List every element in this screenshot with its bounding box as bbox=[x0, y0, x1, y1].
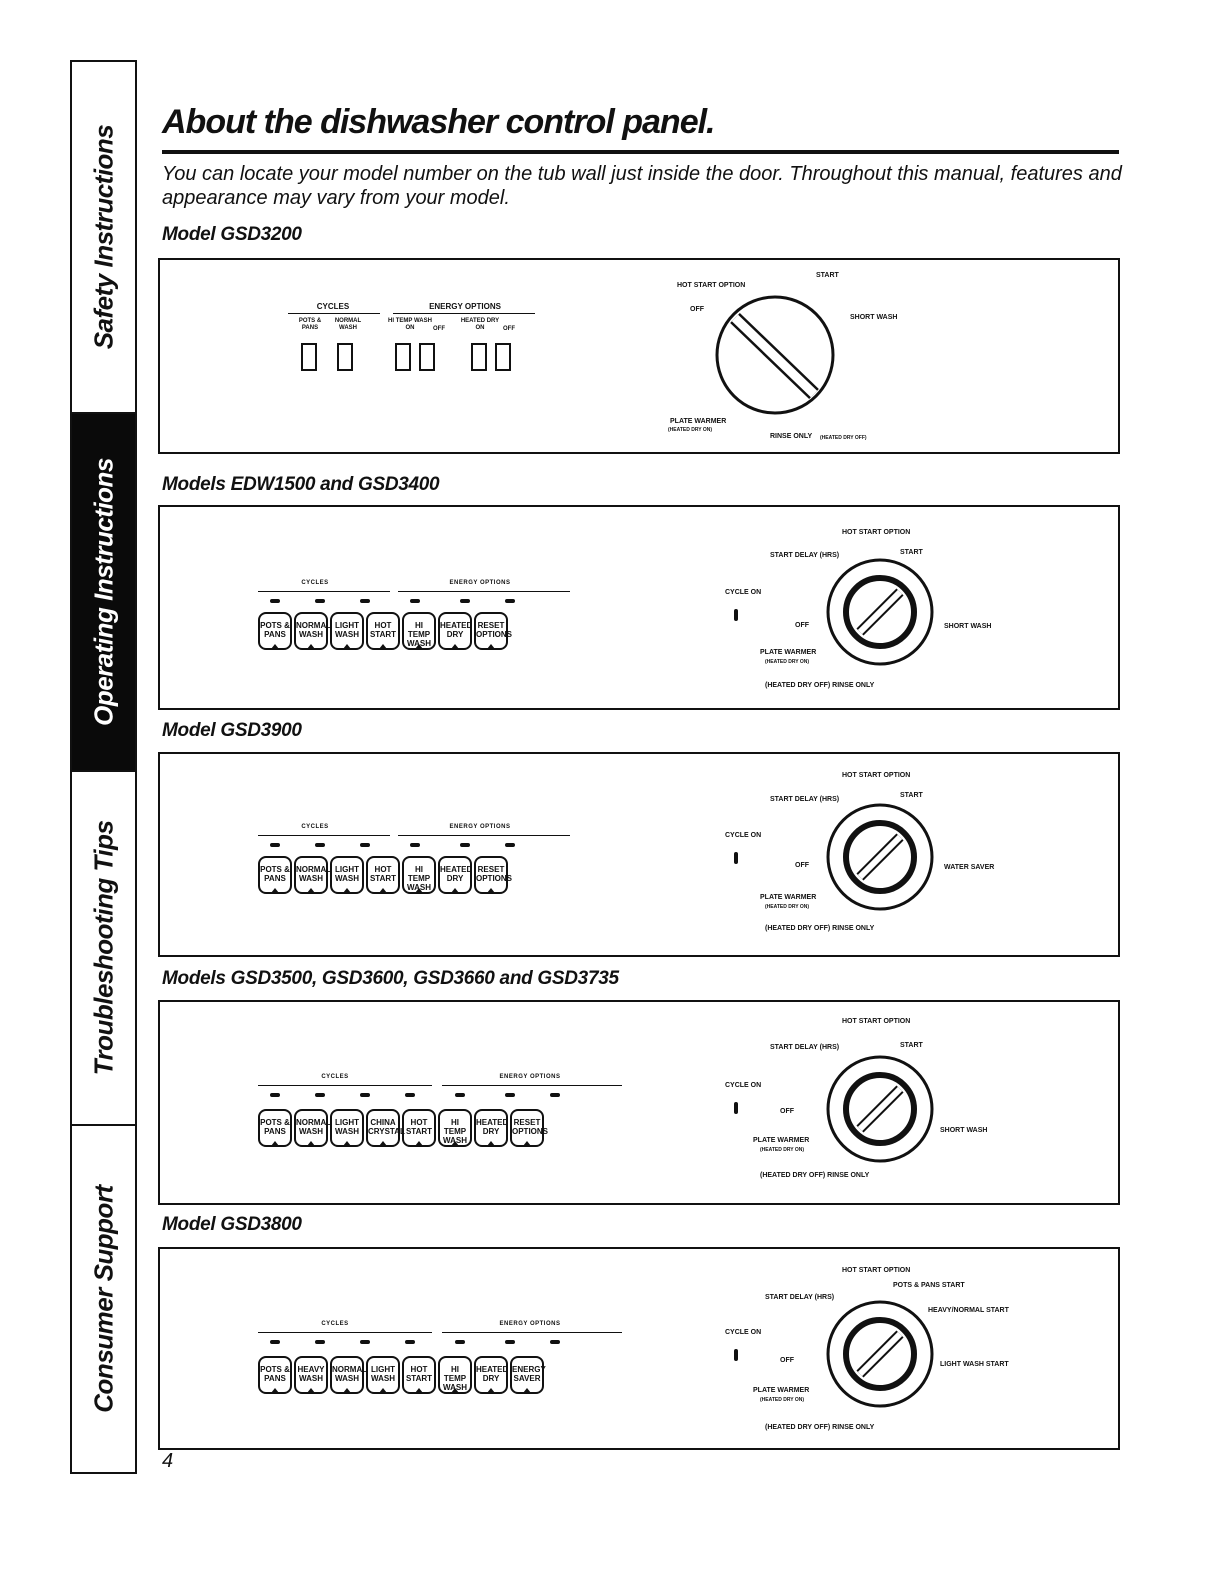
dial-sublabel: (HEATED DRY ON) bbox=[668, 427, 713, 433]
energy-options-header: ENERGY OPTIONS bbox=[429, 302, 501, 311]
button-reset-options[interactable]: RESET OPTIONS bbox=[510, 1109, 544, 1147]
dial-label-hot-start: HOT START OPTION bbox=[842, 1018, 911, 1025]
button-row bbox=[258, 612, 513, 650]
cycles-header: CYCLES bbox=[301, 824, 329, 830]
dial-label-water-saver: WATER SAVER bbox=[944, 864, 995, 871]
cycle-on-indicator bbox=[734, 609, 738, 621]
button-hi-temp-wash[interactable]: HI TEMP WASH bbox=[402, 612, 436, 650]
dial-label-short-wash: SHORT WASH bbox=[944, 623, 992, 630]
led-indicator bbox=[315, 843, 325, 847]
cycle-dial-icon[interactable] bbox=[820, 552, 940, 672]
dial-label-short-wash: SHORT WASH bbox=[850, 314, 898, 321]
dial-sublabel: (HEATED DRY ON) bbox=[760, 1147, 805, 1153]
button-normal-wash[interactable]: NORMAL WASH bbox=[294, 612, 328, 650]
led-indicator bbox=[410, 599, 420, 603]
dial-label-hot-start: HOT START OPTION bbox=[842, 772, 911, 779]
button-light-wash[interactable]: LIGHT WASH bbox=[330, 1109, 364, 1147]
control-panel-gsd3500-series bbox=[158, 1000, 1120, 1205]
button-hi-temp-wash[interactable]: HI TEMP WASH bbox=[438, 1356, 472, 1394]
model-label: Model GSD3200 bbox=[162, 224, 302, 245]
cycles-header: CYCLES bbox=[321, 1321, 349, 1327]
led-indicator bbox=[505, 1340, 515, 1344]
energy-options-header: ENERGY OPTIONS bbox=[499, 1321, 561, 1327]
cycles-header: CYCLES bbox=[316, 302, 350, 311]
dial-label-plate-warmer: PLATE WARMER bbox=[753, 1387, 810, 1394]
tab-label: Troubleshooting Tips bbox=[88, 820, 118, 1076]
dial-label-rinse-only: (HEATED DRY OFF) RINSE ONLY bbox=[765, 682, 875, 689]
section-sidebar bbox=[70, 60, 137, 1474]
model-label: Models GSD3500, GSD3600, GSD3660 and GSD3735 bbox=[162, 968, 619, 989]
model-label: Model GSD3800 bbox=[162, 1214, 302, 1235]
led-indicator bbox=[360, 1340, 370, 1344]
tab-troubleshooting-tips[interactable] bbox=[72, 772, 135, 1126]
dial-label-plate-warmer: PLATE WARMER bbox=[760, 649, 817, 656]
dial-label-cycle-on: CYCLE ON bbox=[725, 832, 762, 839]
cycle-dial-icon[interactable] bbox=[710, 290, 840, 420]
label-hi-temp-on: HI TEMP WASH ON bbox=[388, 318, 432, 331]
led-indicator bbox=[405, 1340, 415, 1344]
cycle-on-indicator bbox=[734, 852, 738, 864]
dial-label-short-wash: SHORT WASH bbox=[940, 1127, 988, 1134]
dial-label-start-delay: START DELAY (HRS) bbox=[765, 1294, 835, 1301]
dial-label-rinse-only: (HEATED DRY OFF) RINSE ONLY bbox=[765, 925, 875, 932]
dial-label-rinse-only: (HEATED DRY OFF) RINSE ONLY bbox=[760, 1172, 870, 1179]
label-normal-wash: NORMAL WASH bbox=[334, 318, 362, 331]
button-pots-pans[interactable]: POTS & PANS bbox=[258, 1109, 292, 1147]
cycle-dial-icon[interactable] bbox=[820, 1049, 940, 1169]
cycle-dial-icon[interactable] bbox=[820, 797, 940, 917]
cycle-button[interactable] bbox=[301, 343, 317, 371]
divider bbox=[442, 1085, 622, 1086]
dial-label-plate-warmer: PLATE WARMER bbox=[753, 1137, 810, 1144]
button-hot-start[interactable]: HOT START bbox=[366, 612, 400, 650]
control-panel-edw1500-gsd3400 bbox=[158, 505, 1120, 710]
led-indicator bbox=[270, 1340, 280, 1344]
divider bbox=[442, 1332, 622, 1333]
dial-label-start: START bbox=[900, 549, 923, 556]
led-indicator bbox=[505, 1093, 515, 1097]
control-panel-gsd3800 bbox=[158, 1247, 1120, 1450]
led-indicator bbox=[550, 1340, 560, 1344]
divider bbox=[258, 835, 390, 836]
dial-label-off: OFF bbox=[795, 862, 809, 869]
led-indicator bbox=[360, 599, 370, 603]
led-indicator bbox=[455, 1340, 465, 1344]
tab-consumer-support[interactable] bbox=[72, 1126, 135, 1472]
led-indicator bbox=[270, 843, 280, 847]
control-panel-gsd3900 bbox=[158, 752, 1120, 957]
dial-label-start: START bbox=[900, 792, 923, 799]
button-heated-dry[interactable]: HEATED DRY bbox=[474, 1109, 508, 1147]
led-indicator bbox=[315, 599, 325, 603]
button-china-crystal[interactable]: CHINA CRYSTAL bbox=[366, 1109, 400, 1147]
button-hi-temp-wash[interactable]: HI TEMP WASH bbox=[438, 1109, 472, 1147]
dial-sublabel: (HEATED DRY ON) bbox=[760, 1397, 805, 1403]
label-heated-dry-on: HEATED DRY ON bbox=[460, 318, 500, 331]
button-row bbox=[258, 856, 513, 894]
dial-label-off: OFF bbox=[690, 306, 704, 313]
button-reset-options[interactable]: RESET OPTIONS bbox=[474, 856, 508, 894]
button-pots-pans[interactable]: POTS & PANS bbox=[258, 612, 292, 650]
tab-label: Consumer Support bbox=[88, 1185, 118, 1413]
dial-label-rinse-only: (HEATED DRY OFF) RINSE ONLY bbox=[765, 1424, 875, 1431]
cycle-on-indicator bbox=[734, 1102, 738, 1114]
dial-label-start-delay: START DELAY (HRS) bbox=[770, 796, 840, 803]
led-indicator bbox=[505, 843, 515, 847]
divider bbox=[258, 1332, 432, 1333]
button-hot-start[interactable]: HOT START bbox=[402, 1356, 436, 1394]
option-button[interactable] bbox=[495, 343, 511, 371]
led-indicator bbox=[505, 599, 515, 603]
tab-label: Operating Instructions bbox=[88, 458, 118, 726]
dial-label-cycle-on: CYCLE ON bbox=[725, 1329, 762, 1336]
model-label: Model GSD3900 bbox=[162, 720, 302, 741]
led-indicator bbox=[315, 1093, 325, 1097]
intro-text: You can locate your model number on the tub wall just inside the door. Throughout this manual, features and appearance may vary from your model. bbox=[162, 163, 1122, 209]
divider bbox=[398, 591, 570, 592]
led-indicator bbox=[360, 843, 370, 847]
button-pots-pans[interactable]: POTS & PANS bbox=[258, 856, 292, 894]
led-indicator bbox=[550, 1093, 560, 1097]
button-energy-saver[interactable]: ENERGY SAVER bbox=[510, 1356, 544, 1394]
dial-label-heavy-normal-start: HEAVY/NORMAL START bbox=[928, 1307, 1009, 1314]
cycle-button[interactable] bbox=[337, 343, 353, 371]
button-row bbox=[258, 1356, 544, 1394]
label-off: OFF bbox=[503, 326, 515, 332]
button-heavy-wash[interactable]: HEAVY WASH bbox=[294, 1356, 328, 1394]
button-heated-dry[interactable]: HEATED DRY bbox=[438, 856, 472, 894]
option-button[interactable] bbox=[419, 343, 435, 371]
button-normal-wash[interactable]: NORMAL WASH bbox=[294, 1109, 328, 1147]
dial-label-hot-start: HOT START OPTION bbox=[842, 529, 911, 536]
cycles-header: CYCLES bbox=[321, 1074, 349, 1080]
label-pots-pans: POTS & PANS bbox=[298, 318, 322, 331]
led-indicator bbox=[460, 599, 470, 603]
page-title: About the dishwasher control panel. bbox=[162, 103, 715, 141]
dial-label-pots-pans-start: POTS & PANS START bbox=[893, 1282, 965, 1289]
energy-options-header: ENERGY OPTIONS bbox=[449, 580, 511, 586]
button-normal-wash[interactable]: NORMAL WASH bbox=[294, 856, 328, 894]
cycle-dial-icon[interactable] bbox=[820, 1294, 940, 1414]
button-pots-pans[interactable]: POTS & PANS bbox=[258, 1356, 292, 1394]
cycle-on-indicator bbox=[734, 1349, 738, 1361]
title-rule bbox=[162, 150, 1119, 154]
divider bbox=[398, 835, 570, 836]
button-row bbox=[258, 1109, 549, 1147]
button-heated-dry[interactable]: HEATED DRY bbox=[438, 612, 472, 650]
button-heated-dry[interactable]: HEATED DRY bbox=[474, 1356, 508, 1394]
dial-label-off: OFF bbox=[780, 1108, 794, 1115]
dial-sublabel: (HEATED DRY OFF) bbox=[820, 435, 867, 441]
dial-label-start: START bbox=[900, 1042, 923, 1049]
led-indicator bbox=[460, 843, 470, 847]
dial-label-cycle-on: CYCLE ON bbox=[725, 589, 762, 596]
divider bbox=[258, 1085, 432, 1086]
option-button[interactable] bbox=[395, 343, 411, 371]
model-label: Models EDW1500 and GSD3400 bbox=[162, 474, 440, 495]
dial-label-start-delay: START DELAY (HRS) bbox=[770, 552, 840, 559]
energy-options-header: ENERGY OPTIONS bbox=[499, 1074, 561, 1080]
dial-label-rinse-only: RINSE ONLY bbox=[770, 433, 813, 440]
dial-sublabel: (HEATED DRY ON) bbox=[765, 659, 810, 665]
energy-options-header: ENERGY OPTIONS bbox=[449, 824, 511, 830]
dial-sublabel: (HEATED DRY ON) bbox=[765, 904, 810, 910]
option-button[interactable] bbox=[471, 343, 487, 371]
led-indicator bbox=[405, 1093, 415, 1097]
button-hot-start[interactable]: HOT START bbox=[366, 856, 400, 894]
page-number: 4 bbox=[162, 1450, 174, 1472]
button-light-wash[interactable]: LIGHT WASH bbox=[366, 1356, 400, 1394]
dial-label-light-wash-start: LIGHT WASH START bbox=[940, 1361, 1009, 1368]
dial-label-off: OFF bbox=[795, 622, 809, 629]
dial-label-start-delay: START DELAY (HRS) bbox=[770, 1044, 840, 1051]
led-indicator bbox=[270, 599, 280, 603]
button-light-wash[interactable]: LIGHT WASH bbox=[330, 856, 364, 894]
led-indicator bbox=[270, 1093, 280, 1097]
button-hot-start[interactable]: HOT START bbox=[402, 1109, 436, 1147]
label-off: OFF bbox=[433, 326, 445, 332]
led-indicator bbox=[455, 1093, 465, 1097]
dial-label-hot-start: HOT START OPTION bbox=[677, 282, 746, 289]
led-indicator bbox=[410, 843, 420, 847]
dial-label-off: OFF bbox=[780, 1357, 794, 1364]
button-light-wash[interactable]: LIGHT WASH bbox=[330, 612, 364, 650]
dial-label-start: START bbox=[816, 272, 839, 279]
cycles-header: CYCLES bbox=[301, 580, 329, 586]
control-panel-gsd3200 bbox=[158, 258, 1120, 454]
dial-label-hot-start: HOT START OPTION bbox=[842, 1267, 911, 1274]
dial-label-plate-warmer: PLATE WARMER bbox=[760, 894, 817, 901]
divider bbox=[393, 313, 535, 314]
divider bbox=[288, 313, 380, 314]
button-normal-wash[interactable]: NORMAL WASH bbox=[330, 1356, 364, 1394]
tab-operating-instructions[interactable] bbox=[72, 414, 135, 772]
led-indicator bbox=[360, 1093, 370, 1097]
tab-label: Safety Instructions bbox=[88, 124, 118, 350]
divider bbox=[258, 591, 390, 592]
tab-safety-instructions[interactable] bbox=[72, 62, 135, 414]
dial-label-cycle-on: CYCLE ON bbox=[725, 1082, 762, 1089]
dial-label-plate-warmer: PLATE WARMER bbox=[670, 418, 727, 425]
led-indicator bbox=[315, 1340, 325, 1344]
button-reset-options[interactable]: RESET OPTIONS bbox=[474, 612, 508, 650]
button-hi-temp-wash[interactable]: HI TEMP WASH bbox=[402, 856, 436, 894]
